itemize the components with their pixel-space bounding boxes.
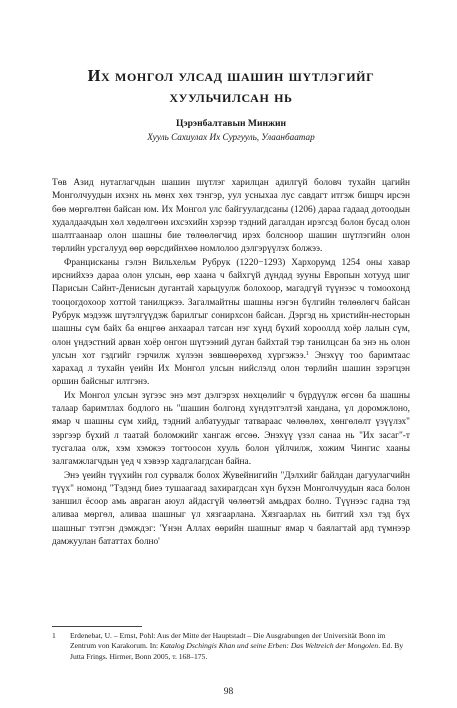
title-line-1: Их монгол улсад шашин шүтлэгийг	[87, 66, 375, 85]
article-title	[52, 65, 410, 107]
page-number: 98	[223, 687, 234, 697]
footnote-ref[interactable]: 1	[305, 350, 309, 357]
footnote-divider	[52, 626, 142, 627]
article-body	[52, 177, 410, 549]
footnote-number: 1	[52, 631, 56, 640]
paragraph-3: Их Монгол улсын зүгээс энэ мэт дэлгэрэх нөхцөлийг ч бүрдүүлж өгсөн ба шашны талаар баримтлах бодлого нь "шашин болгонд хүндэтгэлтэй хандана, үл доромжлоно, ямар ч шашны сүм хийд, тэдний албатуудыг татвараас чөлөөлөх, хөнгөлөлт үзүүлэх" зэргээр бүхий л таатай боломжийг хангаж өгсөө. Энэхүү үзэл санаа нь "Их засаг"-т тусгалаа олж, хэм хэмжээ тогтоосон хууль болон үйлчилж, хожим Чингис хааны залгамжлагчдын үед ч хэвээр хадгалагдсан байна.	[52, 390, 410, 468]
footnote-italic-title: Katalog Dschingis Khan und seine Erben: Das Weltreich der Mongolen	[160, 641, 379, 651]
footnote	[52, 631, 410, 662]
paragraph-2-text-cont: Энэхүү тоо баримтаас харахад л тухайн үеийн Их Монгол улсын нийслэлд олон төрлийн шашин зэрэгцэн оршин байсныг илтгэнэ.	[52, 350, 410, 388]
footnote-text	[52, 631, 410, 662]
paragraph-4: Энэ үеийн түүхийн гол сурвалж болох Жувейнигийн "Дэлхийг байлдан дагуулагчийн түүх" номонд "Тэдэнд биеэ тушаагаад захирагдсан хүн бүхэн Монголчуудын яаса болон заншил ёсоор амь авраган аюул айдасгүй чөлөөтэй амьдрах болно. Түүнээс гадна тэд аливаа мөргөл, аливаа шашныг үл хязгаарлана. Хязгаарлах нь битгий хэл тэд бүх шашныг тэтгэн дэмждэг: 'Үнэн Аллах өөрийн шашныг ямар ч баялагтай ард түмнээр дамжуулан бататтах болно'	[52, 470, 410, 548]
title-line-2: хуульчилсан нь	[169, 87, 293, 106]
footnote-citation-end: . Ed. By Jutta Frings. Hirmer, Bonn 2005, т. 168–175.	[70, 641, 404, 661]
paragraph-1: Төв Азид нутаглагчдын шашин шүтлэг харилцан адилгүй боловч тухайн цагийн Монголчуудын ихэнх нь мөнх хөх тэнгэр, уул усныхаа лус савдагт итгэж бишрч ирсэн бөө мөргөлтөн байсан юм. Их Монгол улс байгуулагдсаны (1206) дараа гадаад дотоодын худалдаачдын хөл хөдөлгөөн ихсэхийн хэрээр тэдний дагалдан ирэгсэд болон бусад олон шалтгаанаар олон шашны бие төлөөлөгчид ирэх болсноор шашин шүтлэгийн олон төрлийн урсгалууд өөр өөрсдийнхөө номлолоо дэлгэрүүлэх болжээ.	[52, 178, 410, 255]
paragraph-2-text: Францисканы гэлэн Вильхельм Рубрук (1220−1293) Хархорумд 1254 оны хавар ирснийхээ дараа олон улсын, өөр хаана ч байхгүй дүндад зууны Европын хотууд шиг Парисын Сайнт-Денисын дугантай харьцуулж болохоор, магадгүй түүнээс ч томоохонд тооцогдохоор хоттой танилцжээ. Загалмайтны шашны нэгэн бүлгийн төлөөлөгч байсан Рубрук мэдээж шүтэлгүүдэж барилгыг сонирхсон байсан. Дэргэд нь христийн-несторын шашны сүм байх ба өнцгөө анхаарал татсан нэг хүнд бүхий хорооллд хоёр лалын сүм, олон үндэстний арван хоёр онгон шүтээний дуган байхтай тэр танилцсан ба энэ нь олон улсын хот гэдгийг гэрчилж хүлээн зөвшөөрөхөд хүргэжээ.	[52, 257, 410, 361]
paragraph-2	[52, 257, 410, 390]
footnote-citation: Erdenebat, U. – Ernst, Pohl: Aus der Mitte der Hauptstadt – Die Ausgrabungen der Universität Bonn im Zentrum von Karakorum. In:	[70, 631, 386, 651]
author-name: Цэрэнбалтавын Минжин	[175, 118, 287, 129]
author-affiliation: Хууль Сахиулах Их Сургууль, Улаанбаатар	[147, 132, 315, 142]
